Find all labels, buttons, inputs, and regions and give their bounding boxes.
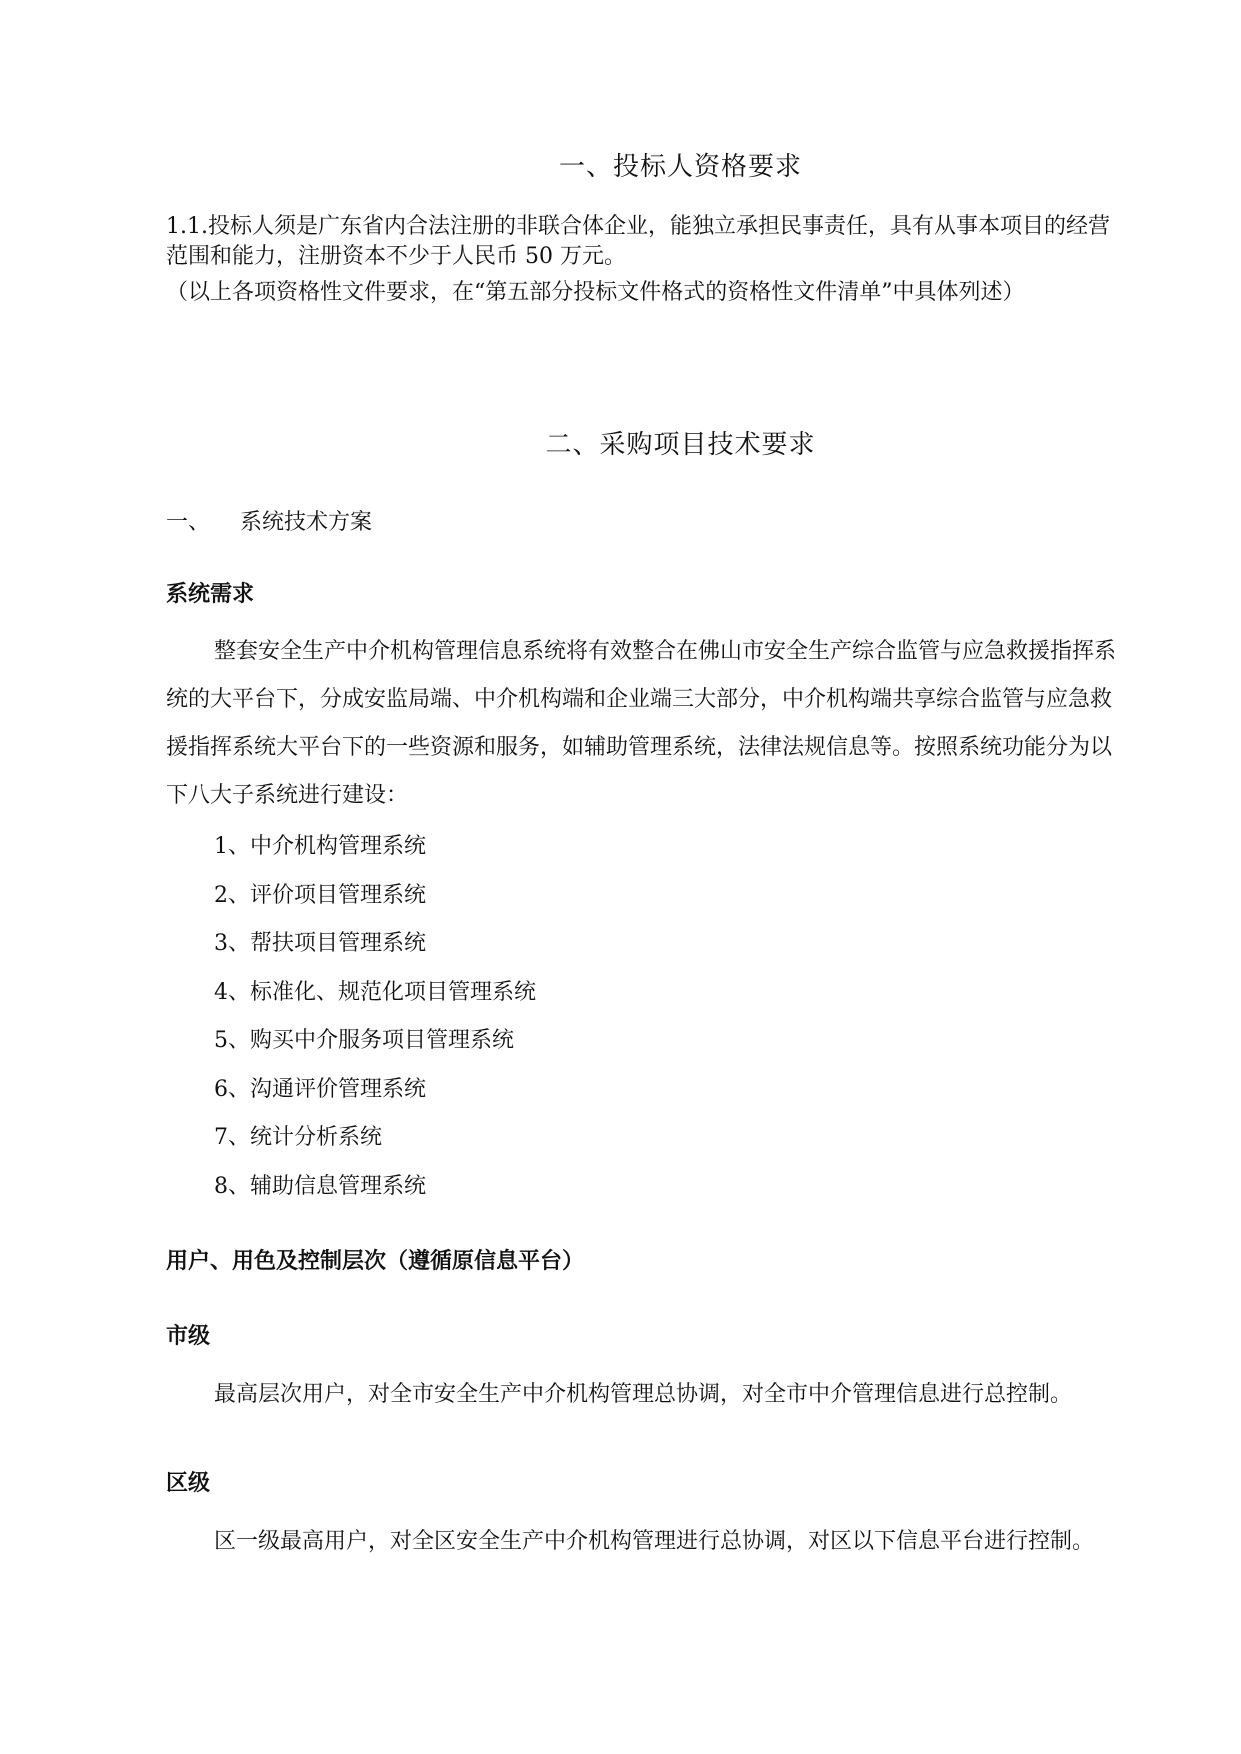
system-requirements-heading: 系统需求 bbox=[166, 582, 255, 607]
system-requirements-paragraph: 整套安全生产中介机构管理信息系统将有效整合在佛山市安全生产综合监管与应急救援指挥系统的大平台下，分成安监局端、中介机构端和企业端三大部分，中介机构端共享综合监管与应急救援指挥系统大平台下的一些资源和服务，如辅助管理系统，法律法规信息等。按照系统功能分为以下八大子系统进行建设： bbox=[166, 639, 1117, 808]
district-level-heading: 区级 bbox=[166, 1471, 211, 1496]
list-item: 6、沟通评价管理系统 bbox=[214, 1076, 426, 1102]
district-level-paragraph: 区一级最高用户，对全区安全生产中介机构管理进行总协调，对区以下信息平台进行控制。 bbox=[214, 1529, 1095, 1554]
section-title-technical-requirements: 二、采购项目技术要求 bbox=[545, 430, 816, 460]
city-level-paragraph: 最高层次用户，对全市安全生产中介机构管理总协调，对全市中介管理信息进行总控制。 bbox=[214, 1382, 1073, 1407]
heading-text: 系统技术方案 bbox=[240, 510, 373, 535]
subsystem-list bbox=[214, 823, 536, 1211]
list-item: 2、评价项目管理系统 bbox=[214, 882, 426, 908]
city-level-heading: 市级 bbox=[166, 1324, 211, 1349]
qualification-note: （以上各项资格性文件要求，在“第五部分投标文件格式的资格性文件清单”中具体列述） bbox=[166, 280, 1025, 305]
list-item: 7、统计分析系统 bbox=[214, 1125, 382, 1150]
list-item: 4、标准化、规范化项目管理系统 bbox=[214, 979, 536, 1005]
list-item: 5、购买中介服务项目管理系统 bbox=[214, 1028, 514, 1053]
section-title-bidder-qualification: 一、投标人资格要求 bbox=[558, 152, 802, 182]
qualification-paragraph: 1.1.投标人须是广东省内合法注册的非联合体企业，能独立承担民事责任，具有从事本项目的经营范围和能力，注册资本不少于人民币 50 万元。 bbox=[166, 214, 1110, 269]
list-item: 3、帮扶项目管理系统 bbox=[214, 931, 426, 956]
list-item: 8、辅助信息管理系统 bbox=[214, 1173, 426, 1199]
heading-number: 一、 bbox=[166, 510, 211, 535]
system-technical-plan-heading bbox=[166, 508, 372, 538]
list-item: 1、中介机构管理系统 bbox=[214, 834, 426, 859]
user-levels-heading: 用户、用色及控制层次（遵循原信息平台） bbox=[166, 1249, 585, 1274]
